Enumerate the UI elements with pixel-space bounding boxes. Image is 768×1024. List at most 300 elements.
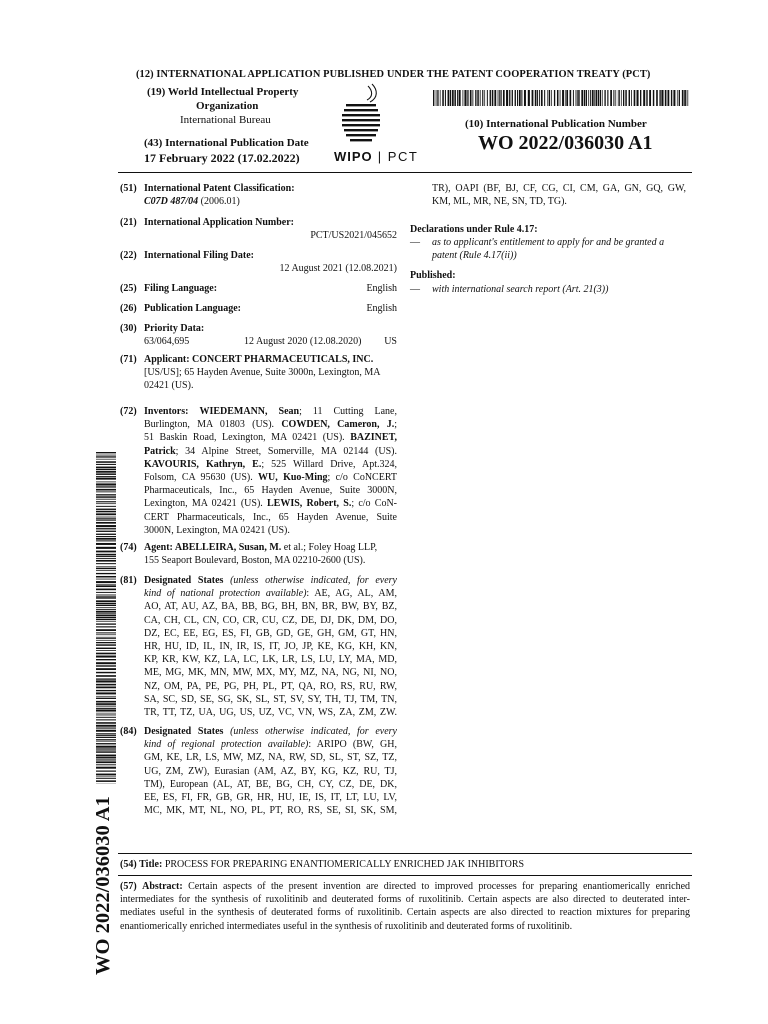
- barcode-bar: [96, 595, 116, 596]
- barcode-bar: [96, 659, 116, 660]
- barcode-bar: [96, 642, 116, 643]
- field-57: [120, 880, 690, 933]
- barcode-bar: [96, 650, 116, 651]
- barcode-bar: [96, 696, 116, 697]
- barcode-bar: [96, 730, 116, 732]
- barcode-bar: [621, 90, 622, 106]
- barcode-bar: [96, 499, 116, 500]
- inventor-address: 3000N, Lexington, MA 02421 (US).: [144, 524, 290, 536]
- inventors-line: [144, 445, 397, 458]
- publication-language: English: [366, 303, 397, 314]
- barcode-bar: [96, 518, 116, 519]
- field-21-number: (21): [120, 217, 137, 228]
- barcode-bar: [96, 496, 116, 497]
- field-25-number: (25): [120, 283, 137, 294]
- barcode-bar: [671, 90, 672, 106]
- priority-application-number: 63/064,695: [144, 336, 190, 347]
- barcode-bar: [480, 90, 481, 106]
- barcode-bar: [96, 534, 116, 535]
- barcode-bar: [96, 675, 116, 677]
- inventor-address: ;: [394, 419, 397, 431]
- field-22-label: International Filing Date:: [144, 250, 254, 261]
- barcode-bar: [96, 692, 116, 694]
- barcode-bar: [96, 573, 116, 574]
- regional-states-line: KM, ML, MR, NE, SN, TD, TG).: [432, 196, 567, 208]
- barcode-bar: [637, 90, 639, 106]
- barcode-bar: [96, 634, 116, 635]
- field-54-number: (54): [120, 859, 137, 870]
- barcode-bar: [487, 90, 488, 106]
- designated-states-line: HR, HU, ID, IL, IN, IR, IS, IT, JO, JP, KE, KG, KH, KN,: [144, 641, 397, 653]
- barcode-bar: [96, 600, 116, 602]
- barcode-bar: [679, 90, 680, 106]
- barcode-bar: [96, 708, 116, 709]
- barcode-bar: [503, 90, 505, 106]
- barcode-bar: [96, 459, 116, 460]
- barcode-bar: [96, 706, 116, 707]
- priority-date: 12 August 2020 (12.08.2020): [244, 336, 362, 347]
- inventor-address: Pharmaceuticals, Inc., 65 Hayden Avenue, Suite 3000N,: [144, 485, 397, 497]
- barcode-bar: [96, 752, 116, 753]
- field-81-note: (unless otherwise indicated, for every: [223, 575, 397, 586]
- logo-separator: |: [372, 149, 388, 164]
- barcode-bar: [96, 473, 116, 474]
- designated-states-line: AO, AT, AU, AZ, BA, BB, BG, BH, BN, BR, BW, BY, BZ,: [144, 601, 397, 613]
- barcode-bar: [594, 90, 595, 106]
- barcode-bar: [96, 560, 116, 562]
- barcode-bar: [659, 90, 660, 106]
- declarations-dash: —: [410, 237, 420, 248]
- barcode-bar: [646, 90, 647, 106]
- barcode-bar: [96, 540, 116, 541]
- barcode-bar: [96, 701, 116, 703]
- barcode-bar: [96, 611, 116, 613]
- designated-states-line: MC, MK, MT, NL, NO, PL, PT, RO, RS, SE, SI, SK, SM,: [144, 805, 397, 817]
- inventor-name: BAZINET,: [350, 432, 397, 444]
- barcode-bar: [532, 90, 534, 106]
- barcode-bar: [634, 90, 636, 106]
- inventor-address: ; c/o CoNCERT: [327, 472, 397, 484]
- barcode-bar: [578, 90, 579, 106]
- barcode-bar: [96, 777, 116, 778]
- barcode-bar: [512, 90, 513, 106]
- field-25: [120, 282, 397, 296]
- inventor-name: KAVOURIS, Kathryn, E.: [144, 458, 262, 470]
- field-57-label: Abstract:: [142, 881, 183, 892]
- barcode-bar: [96, 531, 116, 532]
- barcode-bar: [96, 717, 116, 718]
- barcode-bar: [528, 90, 530, 106]
- abstract-line: enantiomerically enriched intermediates useful in the synthesis of ruxolitinib and deuterated forms of ruxolitinib.: [120, 920, 573, 932]
- barcode-bar: [477, 90, 478, 106]
- barcode-bar: [96, 764, 116, 765]
- field-57-number: (57): [120, 881, 137, 892]
- barcode-bar: [96, 668, 116, 670]
- field-30-label: Priority Data:: [144, 323, 205, 334]
- barcode-bar: [472, 90, 473, 106]
- field-22-number: (22): [120, 250, 137, 261]
- barcode-bar: [665, 90, 667, 106]
- field-21-label: International Application Number:: [144, 217, 295, 228]
- barcode-bar: [96, 566, 116, 567]
- barcode-bar: [96, 755, 116, 757]
- barcode-bar: [96, 538, 116, 540]
- barcode-bar: [539, 90, 540, 106]
- barcode-bar: [96, 680, 116, 682]
- application-number: PCT/US2021/045652: [310, 230, 397, 241]
- barcode-bar: [96, 733, 116, 734]
- pct-logo-text: PCT: [387, 149, 419, 164]
- barcode-bar: [96, 536, 116, 537]
- barcode-bar: [96, 456, 116, 457]
- barcode-bar: [96, 501, 116, 502]
- barcode-bar: [661, 90, 663, 106]
- barcode-bar: [459, 90, 461, 106]
- barcode-bar: [96, 589, 116, 591]
- field-21: [120, 216, 397, 244]
- barcode-bar: [440, 90, 441, 106]
- field-74-number: (74): [120, 542, 137, 553]
- barcode-bar: [96, 509, 116, 510]
- wipo-pct-logo: [334, 149, 418, 164]
- barcode-bar: [96, 746, 116, 748]
- publication-number-value: WO 2022/036030 A1: [478, 132, 653, 154]
- inventor-address: ; 11 Cutting Lane,: [299, 406, 398, 417]
- inventors-line: [144, 405, 397, 418]
- designated-states-line: KP, KR, KW, KZ, LA, LC, LK, LR, LS, LU, LY, MA, MD,: [144, 654, 397, 666]
- barcode-bar: [541, 90, 543, 106]
- published-text: with international search report (Art. 21(3)): [432, 284, 609, 295]
- barcode-bar: [96, 551, 116, 553]
- office-name-line2: Organization: [196, 100, 259, 112]
- field-26: [120, 302, 397, 316]
- barcode-bar: [576, 90, 577, 106]
- barcode-bar: [96, 585, 116, 587]
- inventors-line: [144, 524, 397, 537]
- field-84: [120, 725, 397, 820]
- barcode-bar: [96, 607, 116, 608]
- inventor-name: Patrick: [144, 445, 176, 457]
- barcode-bar: [96, 478, 116, 480]
- barcode-bar: [445, 90, 446, 106]
- barcode-bar: [437, 90, 438, 106]
- barcode-bar: [96, 684, 116, 686]
- barcode-bar: [623, 90, 624, 106]
- barcode-bar: [464, 90, 466, 106]
- barcode-bar: [592, 90, 594, 106]
- barcode-bar: [96, 709, 116, 711]
- field-71: [120, 353, 397, 393]
- barcode-bar: [467, 90, 468, 106]
- barcode-bar: [96, 748, 116, 749]
- barcode-bar: [96, 452, 116, 453]
- barcode-bar: [96, 603, 116, 604]
- agent-address: 155 Seaport Boulevard, Boston, MA 02210-2600 (US).: [144, 555, 366, 566]
- barcode-bar: [586, 90, 587, 106]
- inventor-address: CERT Pharmaceuticals, Inc., 65 Hayden Avenue, Suite: [144, 511, 397, 523]
- barcode-bar: [498, 90, 499, 106]
- barcode-bar: [96, 757, 116, 758]
- publication-number-label: (10) International Publication Number: [465, 118, 647, 130]
- inventor-name: WIEDEMANN, Sean: [199, 406, 300, 417]
- barcode-bar: [96, 568, 116, 570]
- barcode-bar: [96, 554, 116, 555]
- barcode-bar: [557, 90, 559, 106]
- barcode-bar: [544, 90, 545, 106]
- abstract-line: intermediates for the synthesis of ruxolitinib and deuterated forms of ruxolitinib. Certain aspects are also directed to deuterated inter-: [120, 894, 690, 906]
- designated-states-line: EE, ES, FI, FR, GB, GR, HR, HU, IE, IS, IT, LT, LU, LV,: [144, 792, 397, 804]
- barcode-bar: [96, 750, 116, 751]
- barcode-bar: [684, 90, 686, 106]
- published-block: [410, 269, 688, 296]
- inventors-line: [144, 431, 397, 444]
- barcode-bar: [490, 90, 491, 106]
- barcode-bar: [96, 597, 116, 598]
- abstract-line: mediates useful in the synthesis of deuterated forms of ruxolitinib. Certain aspects are also directed to reaction mixtures for preparing: [120, 907, 690, 919]
- barcode-bar: [96, 596, 116, 597]
- barcode-bar: [588, 90, 589, 106]
- barcode-bar: [96, 494, 116, 495]
- barcode-bar: [96, 621, 116, 622]
- barcode-horizontal-icon: [433, 90, 689, 106]
- barcode-bar: [96, 686, 116, 688]
- barcode-bar: [615, 90, 616, 106]
- barcode-bar: [629, 90, 630, 106]
- barcode-bar: [96, 619, 116, 620]
- abstract-line: Certain aspects of the present invention are directed to improved processes for preparing enantiomerically enriched: [188, 881, 691, 892]
- barcode-bar: [96, 648, 116, 649]
- barcode-bar: [96, 617, 116, 618]
- barcode-bar: [96, 638, 116, 639]
- field-81-label: Designated States: [144, 575, 224, 586]
- barcode-bar: [643, 90, 645, 106]
- barcode-bar: [96, 609, 116, 610]
- barcode-bar: [442, 90, 444, 106]
- barcode-bar: [96, 735, 116, 736]
- field-25-label: Filing Language:: [144, 283, 218, 294]
- spacer: [188, 406, 199, 417]
- barcode-bar: [604, 90, 605, 106]
- barcode-bar: [475, 90, 476, 106]
- office-name-line1: (19) World Intellectual Property: [147, 86, 299, 98]
- barcode-bar: [96, 632, 116, 633]
- inventor-address: Folsom, CA 95630 (US).: [144, 472, 259, 484]
- field-84-states-start: : ARIPO (BW, GH,: [308, 739, 397, 751]
- barcode-bar: [96, 556, 116, 557]
- barcode-bar: [656, 90, 658, 106]
- field-84-note: (unless otherwise indicated, for every: [223, 726, 397, 737]
- barcode-bar: [610, 90, 612, 106]
- inventors-line: [144, 511, 397, 524]
- ipc-date: (2006.01): [198, 196, 240, 207]
- field-51-number: (51): [120, 183, 137, 194]
- field-81-states-start: : AE, AG, AL, AM,: [306, 588, 397, 600]
- barcode-bar: [450, 90, 451, 106]
- barcode-bar: [562, 90, 564, 106]
- barcode-bar: [96, 489, 116, 491]
- barcode-bar: [96, 644, 116, 645]
- barcode-bar: [96, 690, 116, 691]
- agent-etal: et al.; Foley Hoag LLP,: [281, 542, 378, 553]
- inventors-line: [144, 484, 397, 497]
- barcode-bar: [96, 672, 116, 673]
- barcode-bar: [96, 653, 116, 655]
- barcode-bar: [577, 90, 578, 106]
- barcode-bar: [96, 727, 116, 728]
- barcode-bar: [565, 90, 566, 106]
- barcode-bar: [96, 592, 116, 593]
- barcode-bar: [96, 511, 116, 513]
- barcode-bar: [96, 678, 116, 679]
- barcode-bar: [452, 90, 454, 106]
- barcode-bar: [547, 90, 548, 106]
- barcode-bar: [96, 513, 116, 515]
- barcode-bar: [96, 722, 116, 724]
- barcode-bar: [96, 563, 116, 564]
- barcode-bar: [470, 90, 472, 106]
- barcode-bar: [96, 737, 116, 738]
- barcode-bar: [482, 90, 483, 106]
- barcode-bar: [96, 581, 116, 583]
- barcode-bar: [96, 482, 116, 483]
- declaration-text: as to applicant's entitlement to apply for and be granted a: [432, 237, 665, 248]
- barcode-bar: [566, 90, 568, 106]
- inventor-name: COWDEN, Cameron, J.: [281, 419, 395, 431]
- barcode-bar: [454, 90, 455, 106]
- barcode-bar: [640, 90, 641, 106]
- designated-states-line: NZ, OM, PA, PE, PG, PH, PL, PT, QA, RO, RS, RU, RW,: [144, 680, 397, 692]
- priority-country: US: [384, 336, 397, 347]
- inventor-name: Inventors:: [144, 406, 189, 417]
- barcode-bar: [96, 715, 116, 716]
- designated-states-line: TM), European (AL, AT, BE, BG, CH, CY, CZ, DE, DK,: [144, 778, 397, 790]
- barcode-bar: [554, 90, 555, 106]
- barcode-bar: [96, 698, 116, 699]
- barcode-bar: [492, 90, 494, 106]
- inventors-line: [144, 471, 397, 484]
- barcode-bar: [96, 623, 116, 624]
- field-81: [120, 574, 397, 719]
- barcode-bar: [96, 615, 116, 617]
- wipo-logo-text: WIPO: [334, 149, 373, 164]
- published-dash: —: [410, 284, 420, 295]
- barcode-bar: [96, 605, 116, 606]
- barcode-bar: [600, 90, 601, 106]
- barcode-bar: [96, 640, 116, 641]
- barcode-bar: [96, 579, 116, 580]
- barcode-bar: [618, 90, 619, 106]
- barcode-bar: [96, 743, 116, 744]
- barcode-bar: [96, 517, 116, 518]
- inventors-line: [144, 418, 397, 431]
- wipo-emblem-icon: [340, 82, 384, 148]
- barcode-bar: [494, 90, 496, 106]
- agent-name: Agent: ABELLEIRA, Susan, M.: [144, 542, 282, 553]
- barcode-bar: [524, 90, 526, 106]
- field-51-label: International Patent Classification:: [144, 183, 295, 194]
- field-81-number: (81): [120, 575, 137, 586]
- barcode-bar: [436, 90, 437, 106]
- field-71-number: (71): [120, 354, 137, 365]
- barcode-bar: [590, 90, 591, 106]
- barcode-bar: [596, 90, 598, 106]
- field-54: [120, 858, 690, 871]
- barcode-bar: [673, 90, 675, 106]
- barcode-bar: [96, 629, 116, 631]
- barcode-bar: [499, 90, 500, 106]
- barcode-bar: [96, 469, 116, 470]
- field-72-number: (72): [120, 406, 137, 417]
- barcode-bar: [96, 467, 116, 469]
- side-publication-number: WO 2022/036030 A1: [92, 796, 114, 975]
- inventor-name: WU, Kuo-Ming: [258, 472, 328, 484]
- applicant-address-line: 02421 (US).: [144, 380, 194, 391]
- barcode-bar: [96, 626, 116, 627]
- barcode-bar: [602, 90, 603, 106]
- title-divider: [118, 853, 692, 854]
- regional-states-continued: [432, 182, 686, 208]
- inventor-address: Burlington, MA 01803 (US).: [144, 419, 282, 431]
- barcode-bar: [96, 576, 116, 578]
- field-81-note: kind of national protection available): [144, 588, 307, 600]
- designated-states-line: TR, TT, TZ, UA, UG, US, UZ, VC, VN, WS, ZA, ZM, ZW.: [144, 707, 397, 719]
- barcode-bar: [687, 90, 688, 106]
- barcode-bar: [96, 780, 116, 782]
- inventor-address: Lexington, MA 02421 (US).: [144, 498, 268, 510]
- filing-date: 12 August 2021 (12.08.2021): [279, 263, 397, 274]
- barcode-bar: [619, 90, 620, 106]
- barcode-bar: [463, 90, 464, 106]
- field-72: [120, 405, 397, 537]
- field-74: [120, 541, 397, 569]
- barcode-bar: [519, 90, 521, 106]
- barcode-bar: [96, 506, 116, 507]
- barcode-bar: [96, 570, 116, 571]
- barcode-bar: [96, 464, 116, 465]
- barcode-bar: [517, 90, 518, 106]
- barcode-bar: [96, 455, 116, 456]
- barcode-bar: [96, 547, 116, 549]
- barcode-bar: [96, 637, 116, 638]
- barcode-bar: [631, 90, 632, 106]
- regional-states-line: TR), OAPI (BF, BJ, CF, CG, CI, CM, GA, GN, GQ, GW,: [432, 183, 686, 194]
- barcode-bar: [581, 90, 583, 106]
- barcode-bar: [570, 90, 572, 106]
- barcode-bar: [96, 461, 116, 463]
- barcode-bar: [457, 90, 458, 106]
- barcode-bar: [96, 656, 116, 658]
- barcode-bar: [96, 713, 116, 714]
- field-22: [120, 249, 397, 277]
- field-71-label: Applicant: CONCERT PHARMACEUTICALS, INC.: [144, 354, 374, 365]
- barcode-bar: [625, 90, 626, 106]
- declarations-block: [410, 223, 688, 262]
- barcode-bar: [96, 503, 116, 504]
- barcode-bar: [96, 486, 116, 487]
- field-30-number: (30): [120, 323, 137, 334]
- barcode-bar: [96, 774, 116, 776]
- barcode-bar: [96, 476, 116, 477]
- designated-states-line: ME, MG, MK, MN, MW, MX, MY, MZ, NA, NG, NI, NO,: [144, 667, 397, 679]
- field-84-number: (84): [120, 726, 137, 737]
- field-84-label: Designated States: [144, 726, 224, 737]
- barcode-bar: [96, 520, 116, 521]
- barcode-bar: [96, 759, 116, 760]
- field-26-number: (26): [120, 303, 137, 314]
- barcode-bar: [506, 90, 508, 106]
- barcode-bar: [96, 767, 116, 769]
- field-30: [120, 322, 397, 350]
